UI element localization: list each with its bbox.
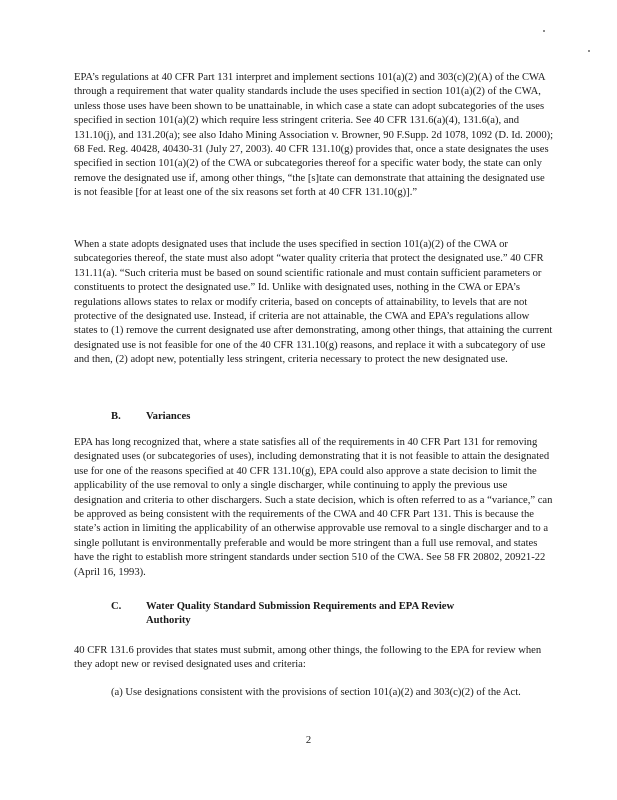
section-letter: C.: [111, 601, 122, 612]
paragraph-submission-list-intro: 40 CFR 131.6 provides that states must submit, among other things, the following to the EPA for review when they adopt new or revised designated uses and criteria:: [74, 645, 542, 671]
section-letter: B.: [111, 411, 121, 422]
paragraph-regulations-overview: EPA’s regulations at 40 CFR Part 131 interpret and implement sections 101(a)(2) and 303(c)(2)(A) of the CWA through a requirement that water quality standards include the uses specified in section 101(a)(2) of the CWA, unless those uses have been shown to be unattainable, in which case a state can adopt subcategories of the uses specified in section 101(a)(2) which require less stringent criteria. See 40 CFR 131.6(a)(4), 131.6(a), and 131.10(j), and 131.20(a); see also Idaho Mining Association v. Browner, 90 F.Supp. 2d 1078, 1092 (D. Id. 2000); 68 Fed. Reg. 40428, 40430-31 (July 27, 2003). 40 CFR 131.10(g) provides that, once a state designates the uses specified in section 101(a)(2) of the CWA or subcategories thereof for a specific water body, the state can only remove the designated use if, among other things, “the [s]tate can demonstrate that attaining the designated use is not feasible [for at least one of the six reasons set forth at 40 CFR 131.10(g)].”: [74, 72, 554, 199]
section-title-line2: Authority: [146, 615, 191, 626]
page-number: 2: [305, 735, 312, 746]
section-title: Variances: [146, 411, 191, 422]
section-heading-variances: [0, 410, 617, 425]
paragraph-designated-uses-criteria: When a state adopts designated uses that include the uses specified in section 101(a)(2) of the CWA or subcategories thereof, the state must also adopt “water quality criteria that protect the designated use.” 40 CFR 131.11(a). “Such criteria must be based on sound scientific rationale and must contain sufficient parameters or constituents to protect the designated use.” Id. Unlike with designated uses, nothing in the CWA or EPA’s regulations allows states to relax or modify criteria, based on concepts of attainability, to levels that are not protective of the designated use. Instead, if criteria are not attainable, the CWA and EPA’s regulations allow states to (1) remove the current designated use after demonstrating, among other things, that attaining the current designated use is not feasible for one of the 40 CFR 131.10(g) reasons, and replace it with a subcategory of use and then, (2) adopt new, potentially less stringent, criteria necessary to protect the new designated use.: [74, 239, 553, 366]
paragraph-variances: EPA has long recognized that, where a state satisfies all of the requirements in 40 CFR Part 131 for removing designated uses (or subcategories of uses), including demonstrating that it is not feasible to attain the designated use for one of the reasons specified at 40 CFR 131.10(g), EPA could also approve a state decision to limit the applicability of the use removal to only a single discharger, while continuing to apply the previous use designation and criteria to other dischargers. Such a state decision, which is often referred to as a “variance,” can be approved as being consistent with the requirements of the CWA and 40 CFR Part 131. This is because the state’s action in limiting the applicability of an otherwise approvable use removal to a single discharger and to a single pollutant is environmentally preferable and would be more stringent than a full use removal, and states have the right to establish more stringent standards under section 510 of the CWA. See 58 FR 20802, 20921-22 (April 16, 1993).: [74, 437, 553, 578]
scan-speck: [543, 30, 545, 32]
section-title-line1: Water Quality Standard Submission Requirements and EPA Review: [146, 601, 455, 612]
list-item-a: (a) Use designations consistent with the provisions of section 101(a)(2) and 303(c)(2) of the Act.: [111, 687, 521, 698]
scan-speck: [588, 50, 590, 52]
section-heading-submission-requirements: [0, 600, 617, 630]
